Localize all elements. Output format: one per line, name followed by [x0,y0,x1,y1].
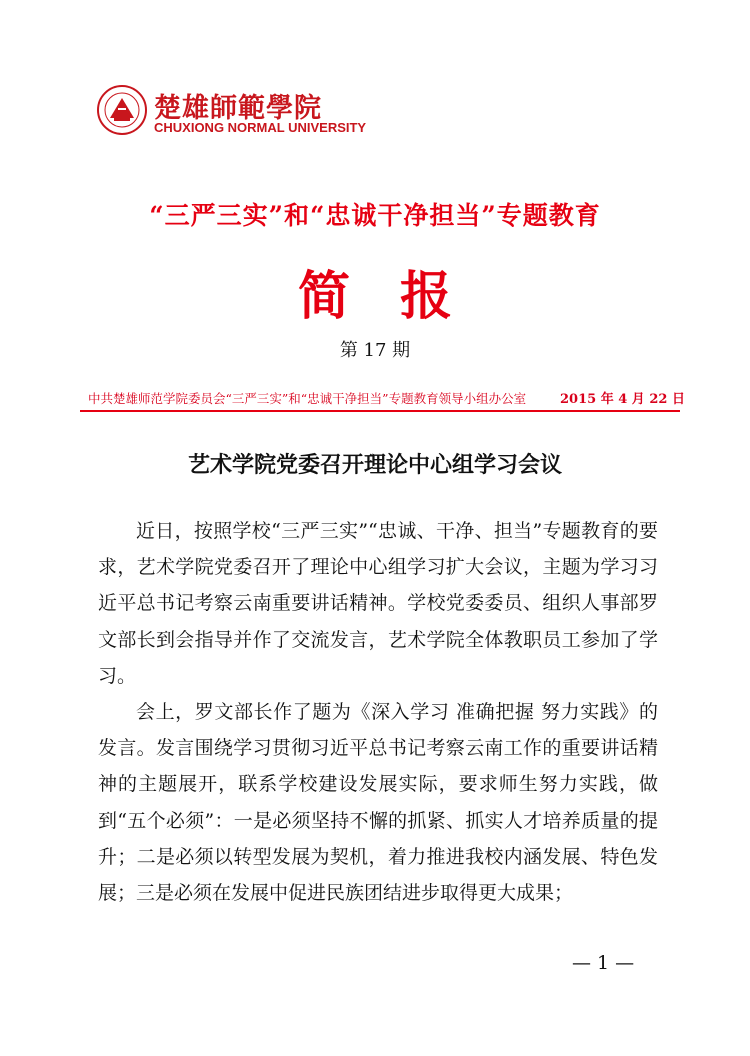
issue-number: 第 17 期 [339,340,411,361]
university-logo [96,84,367,144]
issue-date: 2015 年 4 月 22 日 [560,392,685,407]
article-paragraph: 近日，按照学校“三严三实”“忠诚、干净、担当”专题教育的要求，艺术学院党委召开了理论中心组学习扩大会议，主题为学习习近平总书记考察云南重要讲话精神。学校党委委员、组织人事部罗文部长到会指导并作了交流发言，艺术学院全体教职员工参加了学习。 [98,520,658,687]
article-paragraph: 会上，罗文部长作了题为《深入学习 准确把握 努力实践》的发言。发言围绕学习贯彻习近平总书记考察云南工作的重要讲话精神的主题展开，联系学校建设发展实际，要求师生努力实践，做到“五个必须”：一是必须坚持不懈的抓紧、抓实人才培养质量的提升；二是必须以转型发展为契机，着力推进我校内涵发展、特色发展；三是必须在发展中促进民族团结进步取得更大成果； [98,701,658,905]
issuer-line: 中共楚雄师范学院委员会“三严三实”和“忠诚干净担当”专题教育领导小组办公室 [88,391,527,406]
article-title: 艺术学院党委召开理论中心组学习会议 [187,452,562,478]
article-body [98,513,658,911]
topic-heading: “三严三实”和“忠诚干净担当”专题教育 [149,201,601,230]
page-number: — 1 — [572,952,635,974]
university-name-en: CHUXIONG NORMAL UNIVERSITY [154,120,367,135]
bulletin-char-2: 报 [400,266,453,327]
red-divider [80,410,680,412]
university-seal-icon [96,84,148,136]
bulletin-char-1: 简 [298,266,351,327]
bulletin-title [0,254,750,329]
university-name-cn: 楚雄師範學院 [154,93,322,124]
